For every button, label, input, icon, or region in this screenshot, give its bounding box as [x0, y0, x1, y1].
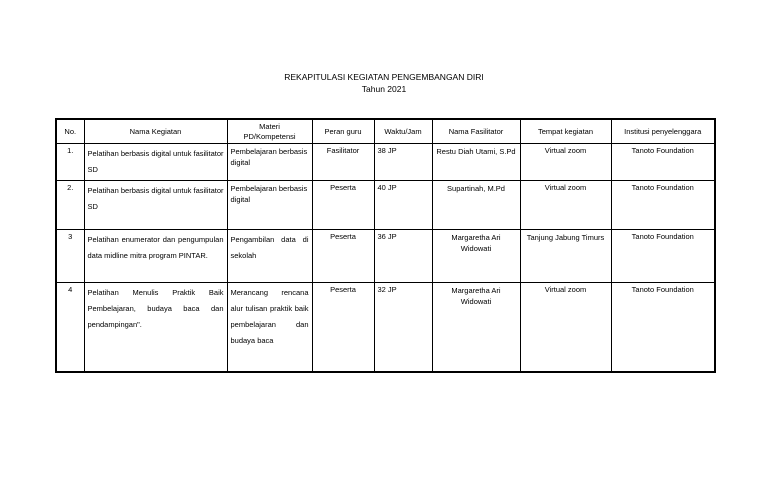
cell-institusi: Tanoto Foundation — [611, 230, 715, 283]
header-institusi: Institusi penyelenggara — [611, 119, 715, 144]
cell-waktu: 36 JP — [374, 230, 432, 283]
cell-institusi: Tanoto Foundation — [611, 283, 715, 373]
header-tempat: Tempat kegiatan — [520, 119, 611, 144]
table-row — [56, 144, 715, 181]
cell-tempat: Virtual zoom — [520, 144, 611, 181]
cell-no: 4 — [56, 283, 84, 373]
cell-waktu: 32 JP — [374, 283, 432, 373]
cell-no: 3 — [56, 230, 84, 283]
cell-nama-kegiatan: Pelatihan berbasis digital untuk fasilitator SD — [84, 181, 227, 230]
activity-table — [55, 118, 716, 373]
cell-no: 1. — [56, 144, 84, 181]
cell-tempat: Virtual zoom — [520, 181, 611, 230]
cell-peran: Peserta — [312, 230, 374, 283]
table-row — [56, 283, 715, 373]
cell-peran: Fasilitator — [312, 144, 374, 181]
cell-materi: Pengambilan data di sekolah — [227, 230, 312, 283]
cell-fasilitator: Margaretha Ari Widowati — [432, 230, 520, 283]
header-materi — [227, 119, 312, 144]
header-waktu: Waktu/Jam — [374, 119, 432, 144]
header-peran: Peran guru — [312, 119, 374, 144]
cell-fasilitator: Supartinah, M.Pd — [432, 181, 520, 230]
header-nama-kegiatan: Nama Kegiatan — [84, 119, 227, 144]
header-no: No. — [56, 119, 84, 144]
cell-nama-kegiatan: Pelatihan Menulis Praktik Baik Pembelajaran, budaya baca dan pendampingan". — [84, 283, 227, 373]
cell-peran: Peserta — [312, 181, 374, 230]
cell-nama-kegiatan: Pelatihan enumerator dan pengumpulan data midline mitra program PINTAR. — [84, 230, 227, 283]
cell-materi: Pembelajaran berbasis digital — [227, 144, 312, 181]
header-materi-line1: Materi — [259, 122, 280, 132]
cell-institusi: Tanoto Foundation — [611, 144, 715, 181]
cell-fasilitator: Margaretha Ari Widowati — [432, 283, 520, 373]
cell-waktu: 40 JP — [374, 181, 432, 230]
cell-tempat: Virtual zoom — [520, 283, 611, 373]
table-row — [56, 230, 715, 283]
document-title: REKAPITULASI KEGIATAN PENGEMBANGAN DIRI — [284, 72, 484, 82]
table-row — [56, 181, 715, 230]
cell-waktu: 38 JP — [374, 144, 432, 181]
cell-peran: Peserta — [312, 283, 374, 373]
table-header-row — [56, 119, 715, 144]
header-fasilitator: Nama Fasilitator — [432, 119, 520, 144]
cell-materi: Pembelajaran berbasis digital — [227, 181, 312, 230]
cell-nama-kegiatan: Pelatihan berbasis digital untuk fasilitator SD — [84, 144, 227, 181]
cell-materi: Merancang rencana alur tulisan praktik baik pembelajaran dan budaya baca — [227, 283, 312, 373]
header-materi-line2: PD/Kompetensi — [243, 131, 296, 141]
cell-no: 2. — [56, 181, 84, 230]
cell-institusi: Tanoto Foundation — [611, 181, 715, 230]
document-subtitle: Tahun 2021 — [361, 84, 407, 94]
cell-tempat: Tanjung Jabung Timurs — [520, 230, 611, 283]
cell-fasilitator: Restu Diah Utami, S.Pd — [432, 144, 520, 181]
